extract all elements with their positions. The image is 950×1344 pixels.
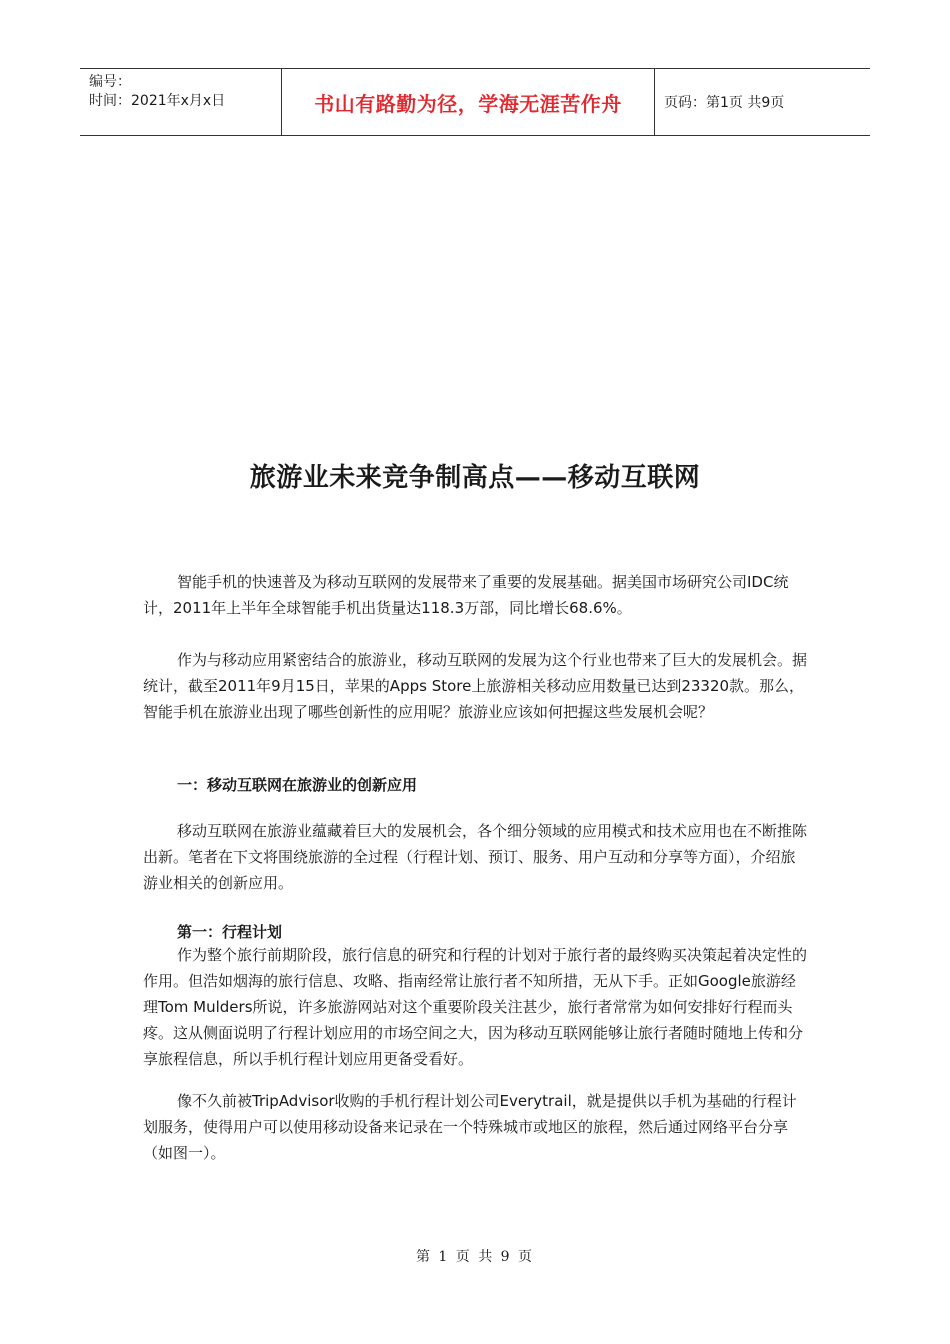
header-meta-cell — [80, 69, 282, 135]
paragraph-4: 作为整个旅行前期阶段，旅行信息的研究和行程的计划对于旅行者的最终购买决策起着决定性的作用。但浩如烟海的旅行信息、攻略、指南经常让旅行者不知所措，无从下手。正如Google旅游经理Tom Mulders所说，许多旅游网站对这个重要阶段关注甚少，旅行者常常为如何安排好行程而头疼。这从侧面说明了行程计划应用的市场空间之大，因为移动互联网能够让旅行者随时随地上传和分享旅程信息，所以手机行程计划应用更备受看好。 — [143, 946, 808, 1068]
document-header — [80, 68, 870, 136]
number-label: 编号： — [89, 74, 131, 90]
header-page-info: 页码：第1页 共9页 — [664, 95, 785, 111]
page-footer: 第 1 页 共 9 页 — [415, 1249, 535, 1265]
time-label: 时间：2021年x月x日 — [89, 93, 226, 109]
section-heading-1: 一：移动互联网在旅游业的创新应用 — [177, 776, 418, 794]
paragraph-5: 像不久前被TripAdvisor收购的手机行程计划公司Everytrail，就是提供以手机为基础的行程计划服务，使得用户可以使用移动设备来记录在一个特殊城市或地区的旅程，然后通过网络平台分享（如图一）。 — [143, 1092, 797, 1162]
paragraph-2: 作为与移动应用紧密结合的旅游业，移动互联网的发展为这个行业也带来了巨大的发展机会。据统计，截至2011年9月15日，苹果的Apps Store上旅游相关移动应用数量已达到23320款。那么，智能手机在旅游业出现了哪些创新性的应用呢？旅游业应该如何把握这些发展机会呢？ — [143, 651, 808, 721]
header-motto: 书山有路勤为径，学海无涯苦作舟 — [282, 69, 655, 135]
paragraph-1: 智能手机的快速普及为移动互联网的发展带来了重要的发展基础。据美国市场研究公司IDC统计，2011年上半年全球智能手机出货量达118.3万部，同比增长68.6%。 — [143, 573, 789, 617]
paragraph-3: 移动互联网在旅游业蕴藏着巨大的发展机会，各个细分领域的应用模式和技术应用也在不断推陈出新。笔者在下文将围绕旅游的全过程（行程计划、预订、服务、用户互动和分享等方面），介绍旅游业相关的创新应用。 — [143, 822, 808, 892]
section-heading-2: 第一：行程计划 — [177, 923, 283, 941]
document-title: 旅游业未来竞争制高点——移动互联网 — [249, 463, 701, 493]
